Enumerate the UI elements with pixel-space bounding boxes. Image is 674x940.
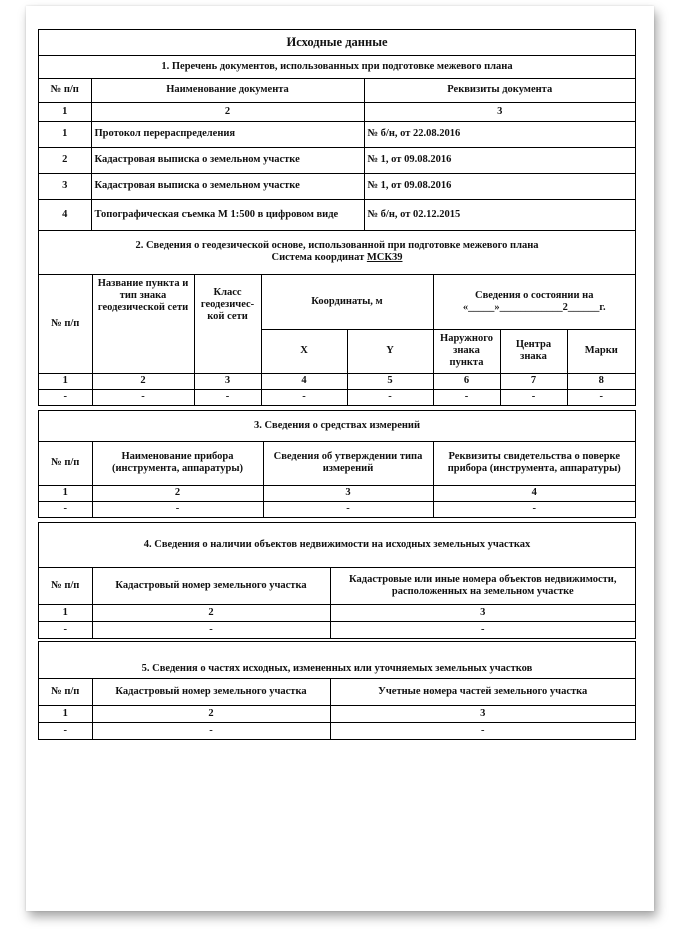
section-1-title: 1. Перечень документов, использованных при подготовке межевого плана — [39, 55, 635, 78]
document-requisites: № 1, от 09.08.2016 — [364, 173, 635, 199]
section-4-block — [38, 522, 636, 639]
column-number: 2 — [92, 604, 330, 621]
column-number: 7 — [500, 373, 567, 389]
row-number: 3 — [39, 173, 91, 199]
table-row — [39, 173, 635, 199]
document-name: Протокол перераспределения — [91, 121, 364, 147]
section-1-block — [38, 29, 636, 231]
column-header: № п/п — [39, 78, 91, 102]
column-number: 1 — [39, 485, 92, 501]
subcolumn-header: Центра знака — [500, 329, 567, 373]
column-number: 4 — [261, 373, 347, 389]
table-row — [39, 199, 635, 230]
section-5-table — [39, 642, 635, 739]
document-page — [26, 6, 654, 911]
document-requisites: № 1, от 09.08.2016 — [364, 147, 635, 173]
section-3-title: 3. Сведения о средствах измерений — [39, 411, 635, 441]
column-header: Название пункта и тип знака геодезической сети — [92, 274, 194, 373]
column-number: 1 — [39, 705, 92, 722]
column-header: Сведения об утверждении типа измерений — [263, 441, 433, 485]
empty-cell: - — [194, 389, 261, 405]
empty-cell: - — [263, 501, 433, 517]
column-number: 3 — [194, 373, 261, 389]
column-number: 3 — [364, 102, 635, 121]
column-header: Реквизиты документа — [364, 78, 635, 102]
column-number: 6 — [433, 373, 500, 389]
column-header: Кадастровый номер земельного участка — [92, 678, 330, 705]
empty-cell: - — [92, 722, 330, 739]
section-2-title — [39, 231, 635, 274]
column-header: Координаты, м — [261, 274, 433, 329]
row-number: 1 — [39, 121, 91, 147]
empty-cell: - — [433, 501, 635, 517]
coordinate-system-label: Система координат — [271, 252, 365, 264]
table-row — [39, 121, 635, 147]
column-number: 2 — [92, 485, 263, 501]
subcolumn-header: Марки — [567, 329, 635, 373]
column-header: Учетные номера частей земельного участка — [330, 678, 635, 705]
empty-cell: - — [39, 389, 92, 405]
column-header: Наименование документа — [91, 78, 364, 102]
column-number: 8 — [567, 373, 635, 389]
document-name: Топографическая съемка М 1:500 в цифровом виде — [91, 199, 364, 230]
column-number: 5 — [347, 373, 433, 389]
section-5-title: 5. Сведения о частях исходных, измененных или уточняемых земельных участков — [39, 642, 635, 678]
column-header: Реквизиты свидетельства о поверке прибора (инструмента, аппаратуры) — [433, 441, 635, 485]
empty-cell: - — [261, 389, 347, 405]
column-number: 1 — [39, 102, 91, 121]
section-5-block — [38, 641, 636, 740]
table-row — [39, 147, 635, 173]
empty-cell: - — [92, 621, 330, 638]
row-number: 4 — [39, 199, 91, 230]
empty-cell: - — [39, 621, 92, 638]
table-row — [39, 501, 635, 517]
column-header: Сведения о состоянии на «_____»____________2______г. — [433, 274, 635, 329]
section-2-block — [38, 230, 636, 406]
column-number: 1 — [39, 604, 92, 621]
column-header: Кадастровые или иные номера объектов недвижимости, расположенных на земельном участке — [330, 567, 635, 604]
subcolumn-header: Наружного знака пункта — [433, 329, 500, 373]
column-number: 2 — [92, 705, 330, 722]
column-number: 3 — [263, 485, 433, 501]
subcolumn-header: X — [261, 329, 347, 373]
column-header: № п/п — [39, 274, 92, 373]
section-2-heading: 2. Сведения о геодезической основе, использованной при подготовке межевого плана — [135, 240, 539, 252]
column-number: 3 — [330, 705, 635, 722]
empty-cell: - — [330, 621, 635, 638]
subcolumn-header: Y — [347, 329, 433, 373]
document-name: Кадастровая выписка о земельном участке — [91, 147, 364, 173]
column-header: № п/п — [39, 441, 92, 485]
section-3-block — [38, 410, 636, 518]
column-header: № п/п — [39, 678, 92, 705]
empty-cell: - — [92, 389, 194, 405]
empty-cell: - — [347, 389, 433, 405]
section-3-table — [39, 411, 635, 517]
column-number: 4 — [433, 485, 635, 501]
section-4-title: 4. Сведения о наличии объектов недвижимости на исходных земельных участках — [39, 523, 635, 567]
empty-cell: - — [330, 722, 635, 739]
empty-cell: - — [433, 389, 500, 405]
table-row — [39, 722, 635, 739]
empty-cell: - — [567, 389, 635, 405]
section-2-table — [39, 231, 635, 405]
section-4-table — [39, 523, 635, 638]
coordinate-system — [42, 252, 632, 264]
document-requisites: № б/н, от 02.12.2015 — [364, 199, 635, 230]
row-number: 2 — [39, 147, 91, 173]
empty-cell: - — [92, 501, 263, 517]
document-requisites: № б/н, от 22.08.2016 — [364, 121, 635, 147]
column-number: 2 — [92, 373, 194, 389]
coordinate-system-value: МСК39 — [366, 252, 403, 264]
column-number: 2 — [91, 102, 364, 121]
empty-cell: - — [39, 501, 92, 517]
page-title: Исходные данные — [39, 30, 635, 55]
document-name: Кадастровая выписка о земельном участке — [91, 173, 364, 199]
column-header: Кадастровый номер земельного участка — [92, 567, 330, 604]
column-header: Наименование прибора (инструмента, аппаратуры) — [92, 441, 263, 485]
section-1-table — [39, 30, 635, 230]
column-number: 1 — [39, 373, 92, 389]
column-header: Класс геодезичес-кой сети — [194, 274, 261, 373]
table-row — [39, 621, 635, 638]
column-header: № п/п — [39, 567, 92, 604]
column-number: 3 — [330, 604, 635, 621]
empty-cell: - — [500, 389, 567, 405]
empty-cell: - — [39, 722, 92, 739]
table-row — [39, 389, 635, 405]
